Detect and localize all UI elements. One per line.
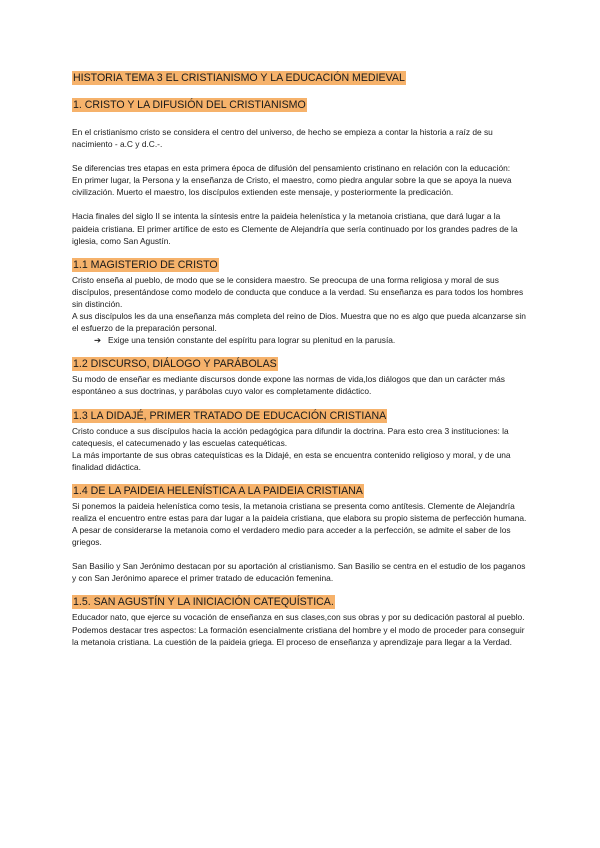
- section-1-4-paragraph-2: San Basilio y San Jerónimo destacan por su aportación al cristianismo. San Basilio se centra en el estudio de los paganos y con San Jerónimo aparece el primer tratado de educación femenina.: [72, 561, 526, 584]
- section-1-1-bullet: [94, 334, 528, 346]
- document-title: [72, 72, 528, 85]
- section-1-3-heading: [72, 410, 528, 423]
- section-1-paragraph-1: En el cristianismo cristo se considera el centro del universo, de hecho se empieza a contar la historia a raíz de su nacimiento - a.C y d.C.-.: [72, 127, 493, 150]
- document-title-text: HISTORIA TEMA 3 EL CRISTIANISMO Y LA EDUCACIÓN MEDIEVAL: [73, 72, 405, 84]
- document-page: [72, 72, 528, 648]
- section-1-heading-text: 1. CRISTO Y LA DIFUSIÓN DEL CRISTIANISMO: [73, 99, 306, 111]
- section-1-1-heading-text: 1.1 MAGISTERIO DE CRISTO: [73, 258, 218, 271]
- section-1-paragraph-2b: En primer lugar, la Persona y la enseñanza de Cristo, el maestro, como piedra angular sobre la que se apoya la nueva civilización. Muerto el maestro, los discípulos extienden este mensaje, y posteriormente la predicación.: [72, 175, 512, 198]
- section-1-2-heading: [72, 358, 528, 371]
- section-1-1-bullet-text: Exige una tensión constante del espíritu para lograr su plenitud en la parusía.: [108, 335, 396, 346]
- section-1-3-paragraph-1: Cristo conduce a sus discípulos hacia la acción pedagógica para difundir la doctrina. Para esto crea 3 instituciones: la catequesis, el catecumenado y las escuelas catequéticas.: [72, 425, 509, 448]
- section-1-1-paragraph-1: Cristo enseña al pueblo, de modo que se le considera maestro. Se preocupa de una forma religiosa y moral de sus discípulos, presentándose como modelo de conducta que conduce a la verdad. Su enseñanza es para todos los hombres sin distinción.: [72, 274, 524, 309]
- section-1-paragraph-3: Hacia finales del siglo II se intenta la síntesis entre la paideia helenística y la metanoia cristiana, que dará lugar a la paideia cristiana. El primer artífice de esto es Clemente de Alejandría que sería continuado por los grandes padres de la iglesia, como San Agustín.: [72, 211, 518, 246]
- section-1-5-paragraph-1: Educador nato, que ejerce su vocación de enseñanza en sus clases,con sus obras y por su dedicación pastoral al pueblo.: [72, 612, 525, 623]
- section-1-5-heading: [72, 596, 528, 609]
- section-1-1-paragraph-2: A sus discípulos les da una enseñanza más completa del reino de Dios. Muestra que no es algo que pueda alcanzarse sin el esfuerzo de la preparación personal.: [72, 311, 526, 334]
- section-1-4-paragraph-1: Si ponemos la paideia helenística como tesis, la metanoia cristiana se presenta como antítesis. Clemente de Alejandría realiza el encuentro entre estas para dar lugar a la paideia cristiana, que elabora su propio sistema de perfección humana. A pesar de considerarse la metanoia como el verdadero medio para acceder a la perfección, se admite el saber de los griegos.: [72, 500, 527, 548]
- section-1-3-paragraph-2: La más importante de sus obras catequísticas es la Didajé, en esta se encuentra contenido religioso y moral, y de una finalidad didáctica.: [72, 449, 511, 472]
- section-1-heading: [72, 99, 528, 112]
- section-1-1-heading: [72, 259, 528, 272]
- section-1-5-paragraph-2: Podemos destacar tres aspectos: La formación esencialmente cristiana del hombre y el modo de proceder para conseguir la metanoia cristiana. La cuestión de la paideia griega. El proceso de enseñanza y aprendizaje para llegar a la Verdad.: [72, 624, 525, 647]
- section-1-4-heading: [72, 485, 528, 498]
- arrow-right-icon: ➔: [94, 335, 102, 346]
- section-1-3-heading-text: 1.3 LA DIDAJÉ, PRIMER TRATADO DE EDUCACIÓN CRISTIANA: [73, 409, 387, 422]
- section-1-4-heading-text: 1.4 DE LA PAIDEIA HELENÍSTICA A LA PAIDEIA CRISTIANA: [73, 484, 363, 497]
- section-1-2-paragraph-1: Su modo de enseñar es mediante discursos donde expone las normas de vida,los diálogos que dan un carácter más espontáneo a sus doctrinas, y parábolas cuyo valor es completamente didáctico.: [72, 374, 505, 397]
- section-1-paragraph-2a: Se diferencias tres etapas en esta primera época de difusión del pensamiento cristinano en relación con la educación:: [72, 163, 511, 174]
- section-1-2-heading-text: 1.2 DISCURSO, DIÁLOGO Y PARÁBOLAS: [73, 358, 277, 371]
- section-1-5-heading-text: 1.5. SAN AGUSTÍN Y LA INICIACIÓN CATEQUÍSTICA.: [73, 596, 334, 609]
